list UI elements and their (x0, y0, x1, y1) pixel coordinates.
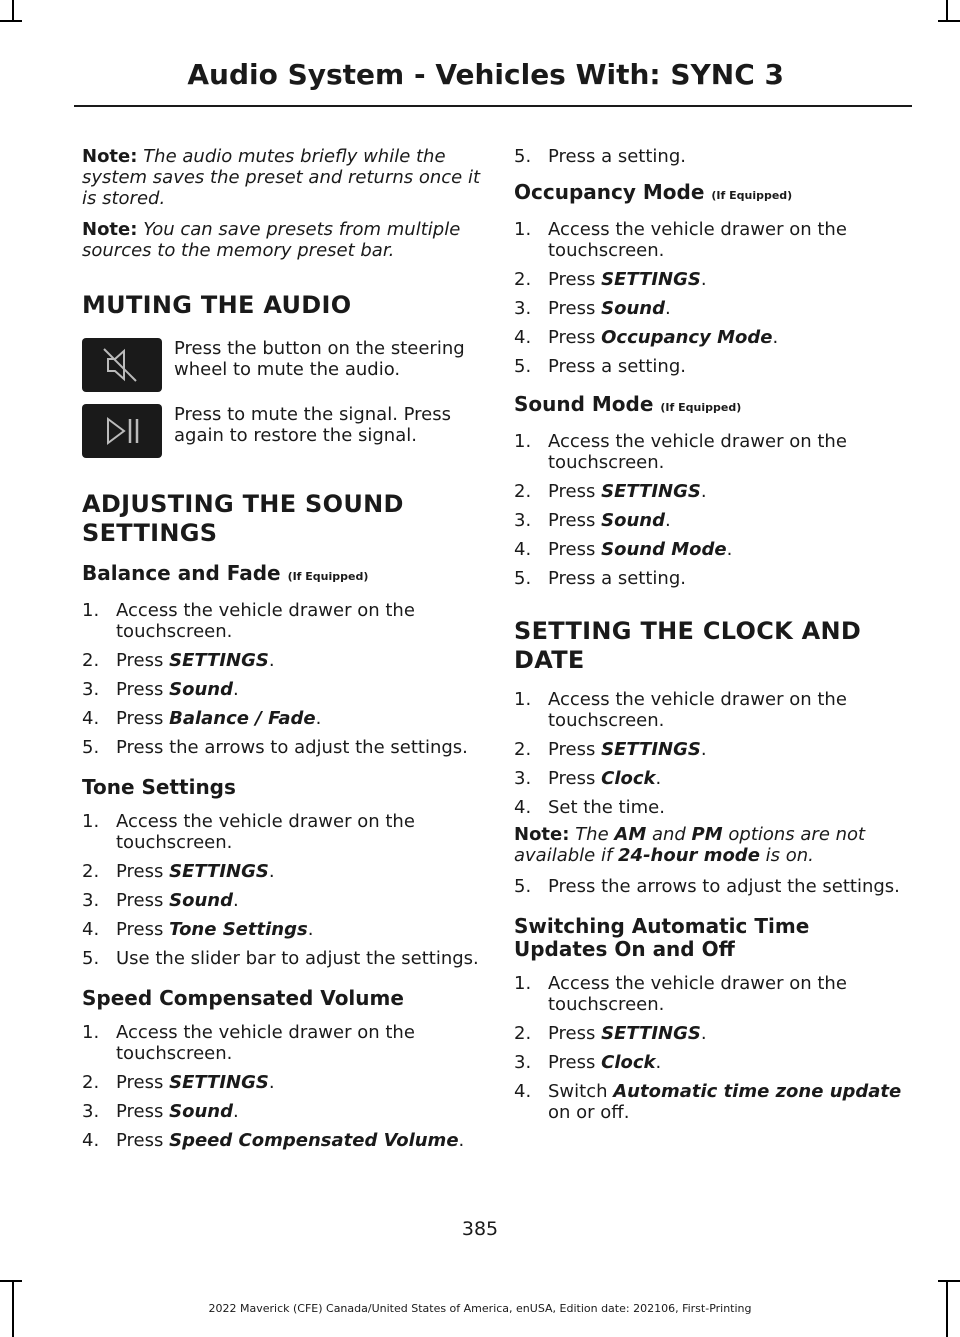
step-emphasis: Occupancy Mode (601, 327, 773, 348)
step-emphasis: SETTINGS (601, 269, 701, 290)
step-text: . (772, 327, 779, 348)
step-emphasis: Sound Mode (601, 539, 727, 560)
step-emphasis: SETTINGS (601, 739, 701, 760)
step-text: . (307, 919, 314, 940)
tone-steps (82, 811, 482, 969)
section-title-adjusting (82, 490, 482, 548)
subsection-title: Occupancy Mode (514, 180, 705, 204)
step-text: Press a setting. (548, 146, 686, 167)
subsection-title-sound-mode (514, 393, 910, 419)
note-label: Note: (82, 219, 138, 240)
list-item (514, 768, 910, 789)
list-item (82, 948, 482, 969)
step-emphasis: Balance / Fade (169, 708, 316, 729)
note-label: Note: (514, 824, 570, 845)
step-emphasis: Sound (169, 1101, 233, 1122)
step-number: 1. (82, 1022, 100, 1043)
crop-mark (938, 1280, 960, 1282)
crop-mark (0, 1280, 22, 1282)
list-item (514, 269, 910, 290)
step-text: Switch (548, 1081, 614, 1102)
list-item (82, 679, 482, 700)
step-number: 1. (514, 431, 532, 452)
section-title-clock (514, 617, 910, 675)
balance-steps (82, 600, 482, 758)
step-text: Access the vehicle drawer on the touchscreen. (116, 1022, 415, 1064)
left-column (82, 146, 482, 1159)
step-number: 2. (514, 739, 532, 760)
step-text: Press (548, 327, 602, 348)
step-number: 4. (82, 1130, 100, 1151)
list-item (514, 568, 910, 589)
step-text: Press (116, 650, 170, 671)
step-emphasis: Clock (601, 768, 656, 789)
step-number: 1. (514, 689, 532, 710)
step-text: . (700, 1023, 707, 1044)
step-number: 3. (82, 1101, 100, 1122)
section-title-line-2: DATE (514, 646, 585, 674)
occupancy-steps (514, 219, 910, 377)
page-footer: 2022 Maverick (CFE) Canada/United States of America, enUSA, Edition date: 202106, First-Printing (208, 1302, 752, 1315)
step-text: Access the vehicle drawer on the touchscreen. (116, 811, 415, 853)
step-emphasis: SETTINGS (169, 861, 269, 882)
step-text: . (655, 768, 662, 789)
note-text: You can save presets from multiple sources to the memory preset bar. (82, 219, 461, 261)
step-text: Use the slider bar to adjust the settings. (116, 948, 479, 969)
list-item (82, 1022, 482, 1064)
step-text: Press (548, 739, 602, 760)
step-number: 2. (82, 650, 100, 671)
page-header-title: Audio System - Vehicles With: SYNC 3 (187, 58, 784, 91)
step-text: Press (116, 890, 170, 911)
mute-row (82, 338, 482, 392)
subsection-title-occupancy (514, 181, 910, 207)
list-item (82, 890, 482, 911)
list-item (82, 600, 482, 642)
note-24-hour-mode: 24-hour mode (618, 845, 760, 866)
step-text: Press (116, 679, 170, 700)
note-am-pm (514, 824, 910, 866)
note-text: The audio mutes briefly while the system saves the preset and returns once it is stored. (82, 146, 481, 209)
step-emphasis: SETTINGS (601, 481, 701, 502)
step-number: 4. (514, 797, 532, 818)
list-item (514, 146, 910, 167)
play-pause-row (82, 404, 482, 458)
step-text: . (726, 539, 733, 560)
step-number: 1. (82, 600, 100, 621)
note-label: Note: (82, 146, 138, 167)
list-item (514, 481, 910, 502)
list-item (82, 1130, 482, 1151)
step-text: . (700, 481, 707, 502)
step-emphasis: Sound (169, 679, 233, 700)
list-item (514, 1023, 910, 1044)
mute-speaker-icon (82, 338, 162, 392)
step-text: Set the time. (548, 797, 665, 818)
step-text: Press (548, 539, 602, 560)
subsection-title-line-2: Updates On and Off (514, 937, 735, 961)
note-fragment: and (646, 824, 692, 845)
step-number: 5. (82, 737, 100, 758)
play-pause-icon (82, 404, 162, 458)
list-item (514, 219, 910, 261)
crop-mark (938, 20, 960, 22)
step-emphasis: Sound (601, 298, 665, 319)
list-item (514, 739, 910, 760)
section-title-line-1: ADJUSTING THE SOUND (82, 490, 404, 518)
list-item (82, 811, 482, 853)
subsection-title-auto-time (514, 915, 910, 961)
step-text: . (268, 861, 275, 882)
step-number: 5. (514, 568, 532, 589)
mute-description: Press the button on the steering wheel to mute the audio. (174, 338, 465, 380)
step-text: Press (548, 1023, 602, 1044)
step-number: 3. (82, 679, 100, 700)
list-item (514, 797, 910, 818)
list-item (514, 327, 910, 348)
step-number: 5. (514, 146, 532, 167)
section-title-muting: MUTING THE AUDIO (82, 291, 352, 319)
section-title-line-2: SETTINGS (82, 519, 218, 547)
step-text: . (655, 1052, 662, 1073)
step-number: 4. (82, 708, 100, 729)
list-item (514, 431, 910, 473)
step-text: Access the vehicle drawer on the touchscreen. (548, 431, 847, 473)
step-text: . (664, 298, 671, 319)
step-text: Press (116, 708, 170, 729)
step-text: Press the arrows to adjust the settings. (116, 737, 468, 758)
crop-mark (946, 0, 948, 22)
step-emphasis: SETTINGS (601, 1023, 701, 1044)
clock-step-5 (514, 876, 910, 897)
step-number: 5. (82, 948, 100, 969)
subsection-title-tone: Tone Settings (82, 775, 236, 799)
note-pm: PM (691, 824, 723, 845)
step-text: Press (548, 298, 602, 319)
step-text: Press (116, 861, 170, 882)
step-number: 2. (514, 481, 532, 502)
step-emphasis: Clock (601, 1052, 656, 1073)
crop-mark (0, 20, 22, 22)
step-number: 1. (514, 219, 532, 240)
subsection-title: Balance and Fade (82, 561, 281, 585)
note-fragment: is on. (759, 845, 814, 866)
clock-steps (514, 689, 910, 818)
subsection-title: Sound Mode (514, 392, 654, 416)
step-text: . (268, 650, 275, 671)
step-text: . (315, 708, 322, 729)
step-emphasis: SETTINGS (169, 1072, 269, 1093)
step-number: 4. (514, 327, 532, 348)
step-number: 5. (514, 876, 532, 897)
step-number: 3. (82, 890, 100, 911)
step-emphasis: Speed Compensated Volume (169, 1130, 459, 1151)
list-item (514, 298, 910, 319)
step-number: 5. (514, 356, 532, 377)
list-item (514, 539, 910, 560)
if-equipped-label: (If Equipped) (711, 189, 793, 202)
step-text: Press (548, 1052, 602, 1073)
step-emphasis: Tone Settings (169, 919, 308, 940)
step-text: Press (116, 919, 170, 940)
if-equipped-label: (If Equipped) (287, 570, 369, 583)
sound-mode-steps (514, 431, 910, 589)
step-text: . (232, 890, 239, 911)
if-equipped-label: (If Equipped) (660, 401, 742, 414)
step-emphasis: Sound (601, 510, 665, 531)
step-text: Access the vehicle drawer on the touchscreen. (548, 689, 847, 731)
step-emphasis: Automatic time zone update (613, 1081, 902, 1102)
list-item (82, 708, 482, 729)
header-rule (74, 105, 912, 107)
list-item (82, 1072, 482, 1093)
step-number: 2. (514, 1023, 532, 1044)
step-text: Access the vehicle drawer on the touchscreen. (548, 219, 847, 261)
note-preset-mute (82, 146, 482, 209)
step-number: 3. (514, 510, 532, 531)
list-item (82, 919, 482, 940)
list-item (514, 689, 910, 731)
speed-steps (82, 1022, 482, 1151)
note-am: AM (614, 824, 647, 845)
section-title-line-1: SETTING THE CLOCK AND (514, 617, 862, 645)
step-emphasis: SETTINGS (169, 650, 269, 671)
step-text: Access the vehicle drawer on the touchscreen. (116, 600, 415, 642)
list-item (82, 1101, 482, 1122)
step-text: Press (116, 1130, 170, 1151)
step-text: Press (548, 269, 602, 290)
step-number: 2. (514, 269, 532, 290)
step-text: Access the vehicle drawer on the touchscreen. (548, 973, 847, 1015)
page-number: 385 (461, 1218, 499, 1240)
speed-steps-continued (514, 146, 910, 167)
step-number: 4. (514, 1081, 532, 1102)
subsection-title-speed: Speed Compensated Volume (82, 986, 404, 1010)
note-fragment: The (575, 824, 615, 845)
list-item (514, 1052, 910, 1073)
step-text: . (700, 739, 707, 760)
list-item (82, 861, 482, 882)
step-text: . (700, 269, 707, 290)
step-text: Press (116, 1072, 170, 1093)
step-text: . (664, 510, 671, 531)
step-number: 4. (82, 919, 100, 940)
crop-mark (12, 0, 14, 22)
step-number: 4. (514, 539, 532, 560)
note-preset-sources (82, 219, 482, 261)
subsection-title-balance (82, 562, 482, 588)
step-text: Press (548, 481, 602, 502)
list-item (514, 876, 910, 897)
list-item (82, 650, 482, 671)
step-text: on or off. (548, 1102, 630, 1123)
step-text: Press (548, 510, 602, 531)
note-fragment: options are not available if (514, 824, 866, 866)
step-text: . (268, 1072, 275, 1093)
right-column (514, 146, 910, 1131)
step-text: . (232, 679, 239, 700)
step-number: 2. (82, 861, 100, 882)
step-number: 3. (514, 298, 532, 319)
subsection-title-line-1: Switching Automatic Time (514, 914, 810, 938)
play-pause-description: Press to mute the signal. Press again to restore the signal. (174, 404, 452, 446)
step-number: 3. (514, 1052, 532, 1073)
auto-time-steps (514, 973, 910, 1123)
list-item (514, 510, 910, 531)
list-item (514, 973, 910, 1015)
step-text: Press (116, 1101, 170, 1122)
step-number: 2. (82, 1072, 100, 1093)
step-number: 3. (514, 768, 532, 789)
step-text: Press (548, 768, 602, 789)
step-number: 1. (514, 973, 532, 994)
list-item (514, 356, 910, 377)
step-text: . (458, 1130, 465, 1151)
step-text: . (232, 1101, 239, 1122)
step-text: Press a setting. (548, 356, 686, 377)
step-text: Press a setting. (548, 568, 686, 589)
step-number: 1. (82, 811, 100, 832)
step-text: Press the arrows to adjust the settings. (548, 876, 900, 897)
list-item (82, 737, 482, 758)
step-emphasis: Sound (169, 890, 233, 911)
list-item (514, 1081, 910, 1123)
